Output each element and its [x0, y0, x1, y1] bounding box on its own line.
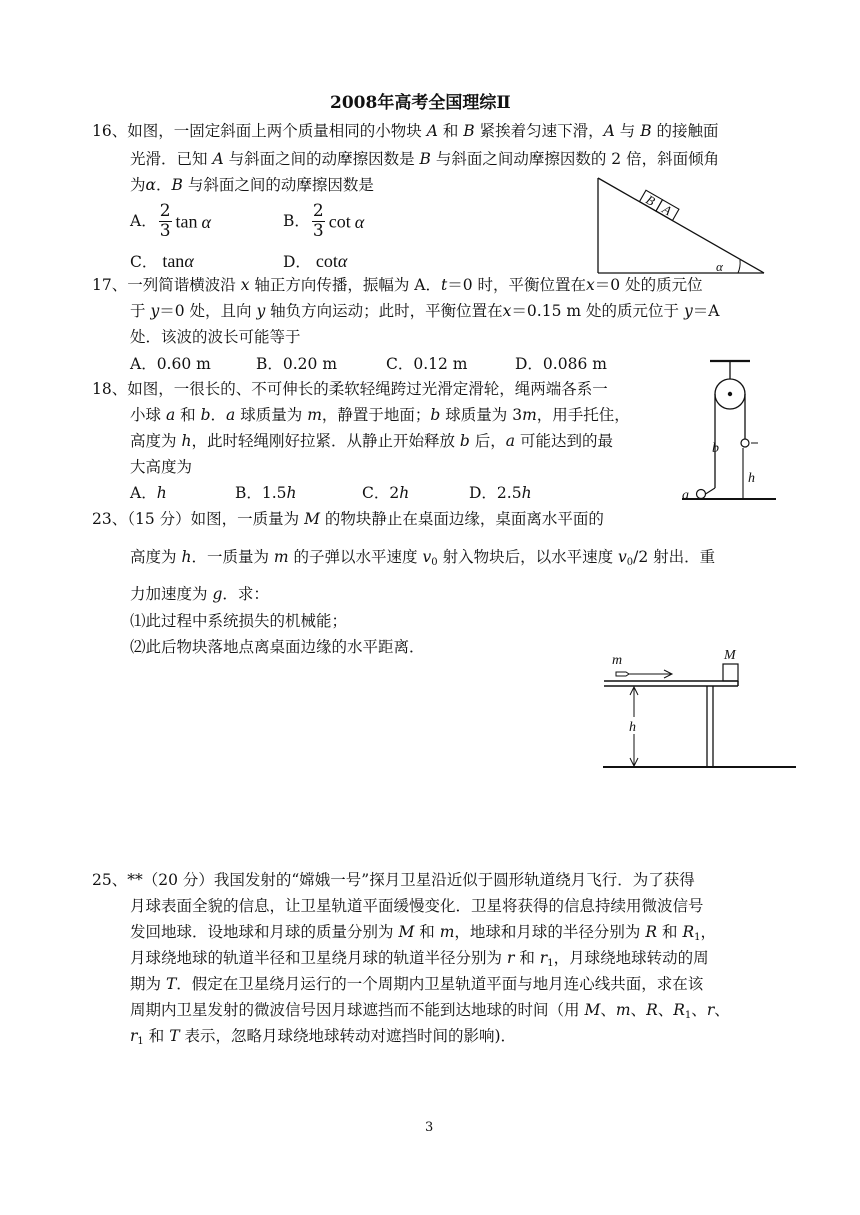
q16-option-d: D． cotα	[283, 251, 348, 271]
block-a-label: A	[659, 201, 675, 219]
q25-line-2: 月球表面全貌的信息，让卫星轨道平面缓慢变化．卫星将获得的信息持续用微波信号	[130, 897, 704, 915]
angle-label: α	[716, 259, 723, 274]
q23-line-1: 23、（15 分）如图，一质量为 M 的物块静止在桌面边缘，桌面离水平面的	[92, 510, 604, 528]
q18-option-b: B．1.5h	[235, 484, 297, 502]
q25-line-3: 发回地球．设地球和月球的质量分别为 M 和 m，地球和月球的半径分别为 R 和 $R_1$，	[130, 923, 716, 943]
q18-option-d: D．2.5h	[469, 484, 532, 502]
q16-line-2: 光滑．已知 A 与斜面之间的动摩擦因数是 B 与斜面之间动摩擦因数的 2 倍，斜面倾角	[130, 150, 720, 168]
height-arrow	[744, 448, 745, 499]
label-m: m	[612, 653, 623, 668]
q23-part-1: ⑴此过程中系统损失的机械能；	[130, 612, 348, 630]
q17-option-a: A．0.60 m	[130, 355, 211, 373]
q25-line-7: $r_1$ 和 T 表示，忽略月球绕地球转动对遮挡时间的影响)．	[130, 1027, 517, 1047]
rope-left-end	[706, 488, 716, 494]
q18-option-a: A．h	[130, 484, 167, 502]
label-h: h	[748, 471, 755, 486]
q25-line-4: 月球绕地球的轨道半径和卫星绕月球的轨道半径分别为 r 和 $r_1$，月球绕地球转动的周	[130, 949, 709, 969]
q18-pulley-figure	[672, 356, 782, 506]
incline-triangle	[598, 178, 764, 273]
q16-incline-figure	[592, 178, 772, 278]
pulley-axle	[728, 392, 732, 396]
q17-line-1: 17、一列简谐横波沿 x 轴正方向传播，振幅为 A．t＝0 时，平衡位置在x＝0 处的质元位	[92, 276, 703, 294]
page-number: 3	[425, 1120, 434, 1135]
q17-option-b: B．0.20 m	[256, 355, 338, 373]
q17-line-2: 于 y＝0 处，且向 y 轴负方向运动；此时，平衡位置在x＝0.15 m 处的质元位于 y＝A	[130, 302, 720, 320]
ball-a	[697, 490, 706, 499]
q18-option-c: C．2h	[362, 484, 410, 502]
q17-option-d: D．0.086 m	[515, 355, 607, 373]
q18-line-1: 18、如图，一很长的、不可伸长的柔软轻绳跨过光滑定滑轮，绳两端各系一	[92, 380, 608, 398]
q23-part-2: ⑵此后物块落地点离桌面边缘的水平距离．	[130, 638, 425, 656]
label-b: b	[712, 441, 719, 456]
q23-line-2: 高度为 h．一质量为 m 的子弹以水平速度 $v_0$ 射入物块后，以水平速度 $v_0/2$ 射出．重	[130, 548, 716, 568]
label-a: a	[682, 488, 689, 503]
q16-line-3: 为α．B 与斜面之间的动摩擦因数是	[130, 176, 374, 194]
page-title: 2008年高考全国理综Ⅱ	[330, 93, 511, 113]
q25-line-6: 周期内卫星发射的微波信号因月球遮挡而不能到达地球的时间（用 M、m、R、$R_1$、r、	[130, 1001, 730, 1021]
block-M	[723, 664, 738, 681]
blocks-ba	[639, 189, 679, 221]
q17-line-3: 处．该波的波长可能等于	[130, 328, 301, 346]
q18-line-4: 大高度为	[130, 458, 193, 476]
q16-line-1: 16、如图，一固定斜面上两个质量相同的小物块 A 和 B 紧挨着匀速下滑，A 与 B 的接触面	[92, 122, 719, 140]
q18-line-3: 高度为 h，此时轻绳刚好拉紧．从静止开始释放 b 后，a 可能达到的最	[130, 432, 613, 450]
angle-arc	[738, 260, 740, 273]
block-b-label: B	[643, 191, 658, 209]
label-h: h	[629, 720, 636, 735]
q23-table-figure	[600, 644, 800, 772]
q16-option-b: B． $\frac{2}{3}$ cot α	[283, 201, 365, 241]
ball-b	[741, 439, 749, 447]
bullet	[616, 672, 629, 676]
q25-line-5: 期为 T．假定在卫星绕月运行的一个周期内卫星轨道平面与地月连心线共面，求在该	[130, 975, 704, 993]
q16-option-c: C． tanα	[130, 251, 194, 271]
q25-line-1: 25、**（20 分）我国发射的“嫦娥一号”探月卫星沿近似于圆形轨道绕月飞行．为了获得	[92, 871, 695, 889]
q16-option-a: A． $\frac{2}{3}$ tan α	[130, 201, 211, 241]
q18-line-2: 小球 a 和 b．a 球质量为 m，静置于地面；b 球质量为 3m，用手托住，	[130, 406, 630, 424]
label-M: M	[724, 648, 736, 663]
q17-option-c: C．0.12 m	[386, 355, 468, 373]
q23-line-3: 力加速度为 g．求：	[130, 585, 269, 603]
